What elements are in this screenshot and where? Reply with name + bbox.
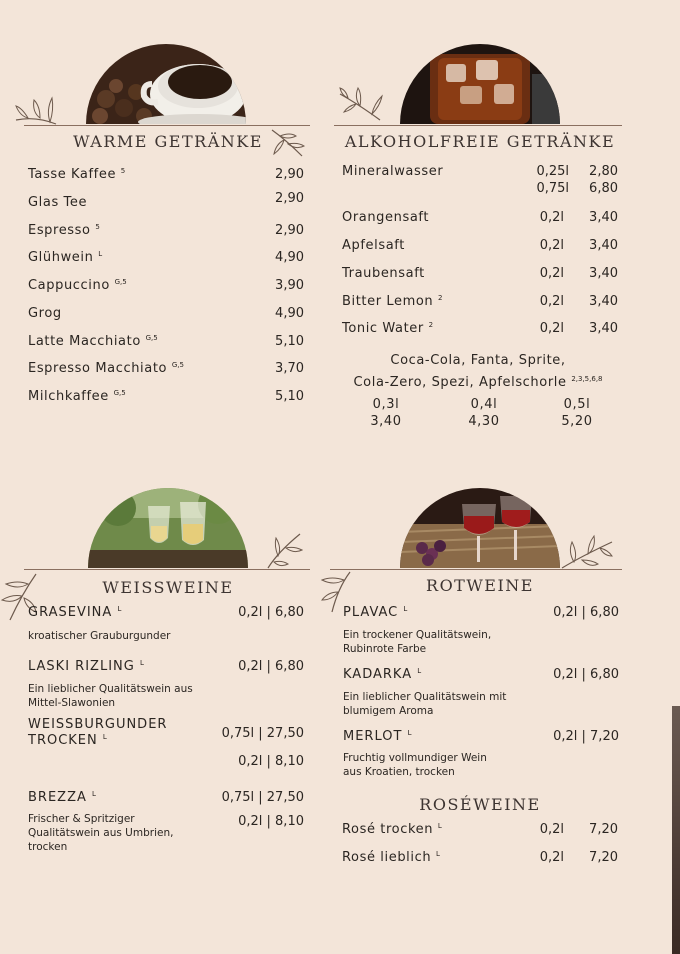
menu-item [28,389,126,404]
cola-size-vol: 0,3l [372,397,400,412]
item-name: Tonic Water [342,321,424,336]
item-price: 3,40 [589,294,618,309]
item-sup: L [102,733,107,741]
wine-label: BREZZA [28,790,87,805]
wine-price: 0,2l | 8,10 [238,754,304,769]
cola-size-price: 4,30 [468,414,500,429]
wine-label: MERLOT [343,729,403,744]
wine-price: 0,75l | 27,50 [221,726,304,741]
wine-description: aus Kroatien, trocken [343,766,455,778]
wine-description: Ein trockener Qualitätswein, [343,629,492,641]
menu-item [28,167,125,182]
wine-price: 0,2l | 6,80 [238,659,304,674]
wine-price: 0,2l | 6,80 [238,605,304,620]
item-name: Espresso [28,223,91,238]
menu-item [28,306,62,321]
wine-name [343,667,421,682]
item-name: Milchkaffee [28,389,109,404]
item-price: 3,40 [589,210,618,225]
item-price: 2,90 [275,223,304,238]
divider-line [334,125,622,126]
cola-size-vol: 0,5l [563,397,591,412]
item-volume: 0,2l [539,321,564,336]
item-volume: 0,2l [539,850,564,865]
item-volume: 0,2l [539,822,564,837]
white-wine-photo [88,488,248,568]
section-title-alkoholfrei: ALKOHOLFREIE GETRÄNKE [344,132,616,151]
wine-price: 0,2l | 8,10 [238,814,304,829]
item-volume: 0,2l [539,238,564,253]
red-wine-photo [400,488,560,568]
leaf-ornament-icon [560,534,614,570]
item-name: Bitter Lemon [342,294,434,309]
wine-label: GRASEVINA [28,605,113,620]
menu-item [342,294,442,309]
wine-name: WEISSBURGUNDER [28,717,168,732]
wine-price: 0,2l | 6,80 [553,605,619,620]
iced-drink-photo [400,44,560,124]
item-sup: 2 [438,294,443,302]
cola-size-price: 3,40 [370,414,402,429]
wine-name [28,605,121,620]
wine-label: PLAVAC [343,605,399,620]
wine-description: Mittel-Slawonien [28,697,116,709]
menu-item [342,210,429,225]
item-name: Cappuccino [28,278,110,293]
item-name: Glas Tee [28,195,88,210]
menu-item [28,361,184,376]
item-name: Apfelsaft [342,238,405,253]
wine-description: Qualitätswein aus Umbrien, [28,827,174,839]
item-price: 4,90 [275,306,304,321]
divider-line [24,569,310,570]
menu-item: Mineralwasser [342,164,444,179]
item-sup: 5 [120,167,126,175]
item-price: 5,10 [275,334,304,349]
wine-price: 0,2l | 6,80 [553,667,619,682]
wine-description: Fruchtig vollmundiger Wein [343,752,487,764]
item-price: 2,80 [589,164,618,179]
wine-description: Ein lieblicher Qualitätswein mit [343,691,507,703]
item-price: 2,90 [275,191,304,206]
item-price: 3,40 [589,238,618,253]
wine-description: kroatischer Grauburgunder [28,630,171,642]
section-title-warme: WARME GETRÄNKE [73,132,263,151]
wine-description: blumigem Aroma [343,705,434,717]
cola-names: Cola-Zero, Spezi, Apfelschorle [353,375,567,390]
next-page-edge [672,706,680,954]
wine-label: KADARKA [343,667,413,682]
wine-description: Rubinrote Farbe [343,643,427,655]
wine-price: 0,75l | 27,50 [221,790,304,805]
item-price: 2,90 [275,167,304,182]
menu-item [342,822,442,837]
item-volume: 0,2l [539,294,564,309]
item-price: 3,90 [275,278,304,293]
leaf-ornament-icon [338,86,384,124]
item-name: Espresso Macchiato [28,361,168,376]
menu-item [28,250,102,265]
item-sup: G,5 [171,361,184,369]
item-name: Tasse Kaffee [28,167,117,182]
menu-item [28,278,127,293]
item-price: 3,40 [589,321,618,336]
wine-name [28,790,96,805]
item-name: Orangensaft [342,210,430,225]
section-title-weiss: WEISSWEINE [102,578,234,597]
wine-label: TROCKEN [28,733,98,748]
item-volume: 0,2l [539,266,564,281]
item-price: 4,90 [275,250,304,265]
section-title-rose: ROSÉWEINE [419,795,541,814]
menu-item [28,223,100,238]
item-price: 7,20 [589,822,618,837]
menu-item [342,321,433,336]
item-price: 3,70 [275,361,304,376]
item-name: Traubensaft [342,266,425,281]
item-volume: 0,75l [536,181,569,196]
wine-label: LASKI RIZLING [28,659,135,674]
wine-description: Frischer & Spritziger [28,813,135,825]
item-name: Rosé trocken [342,822,434,837]
divider-line [330,569,622,570]
item-price: 3,40 [589,266,618,281]
item-sup: 5 [95,223,100,231]
cola-size-price: 5,20 [561,414,593,429]
item-price: 6,80 [589,181,618,196]
item-price: 7,20 [589,850,618,865]
leaf-ornament-icon [264,532,304,570]
item-sup: L [407,729,412,737]
item-sup: L [92,790,96,798]
item-sup: G,5 [114,278,127,286]
item-sup: L [117,605,122,613]
wine-name [28,659,144,674]
item-volume: 0,25l [536,164,569,179]
wine-description: trocken [28,841,68,853]
coffee-photo [86,44,246,124]
item-sup: G,5 [113,389,126,397]
wine-name [28,733,107,748]
item-sup: L [403,605,408,613]
item-name: Grog [28,306,62,321]
menu-item [342,238,405,253]
item-sup: G,5 [145,334,158,342]
item-sup: L [417,667,422,675]
cola-line-2 [334,375,622,390]
cola-size-vol: 0,4l [470,397,498,412]
item-sup: L [437,822,442,830]
item-name: Latte Macchiato [28,334,141,349]
item-sup: L [98,250,103,258]
menu-item [28,334,158,349]
cola-line-1: Coca-Cola, Fanta, Sprite, [390,353,566,368]
item-name: Rosé lieblich [342,850,432,865]
section-title-rot: ROTWEINE [426,576,534,595]
menu-item [342,266,425,281]
item-price: 5,10 [275,389,304,404]
item-name: Glühwein [28,250,94,265]
item-sup: 2,3,5,6,8 [571,375,603,383]
item-sup: L [139,659,144,667]
wine-price: 0,2l | 7,20 [553,729,619,744]
leaf-ornament-icon [14,94,58,128]
menu-item [342,850,440,865]
wine-name [343,729,411,744]
menu-item [28,195,87,210]
wine-name [343,605,407,620]
item-sup: L [435,850,440,858]
wine-description: Ein lieblicher Qualitätswein aus [28,683,193,695]
item-sup: 2 [428,321,434,329]
item-volume: 0,2l [539,210,564,225]
